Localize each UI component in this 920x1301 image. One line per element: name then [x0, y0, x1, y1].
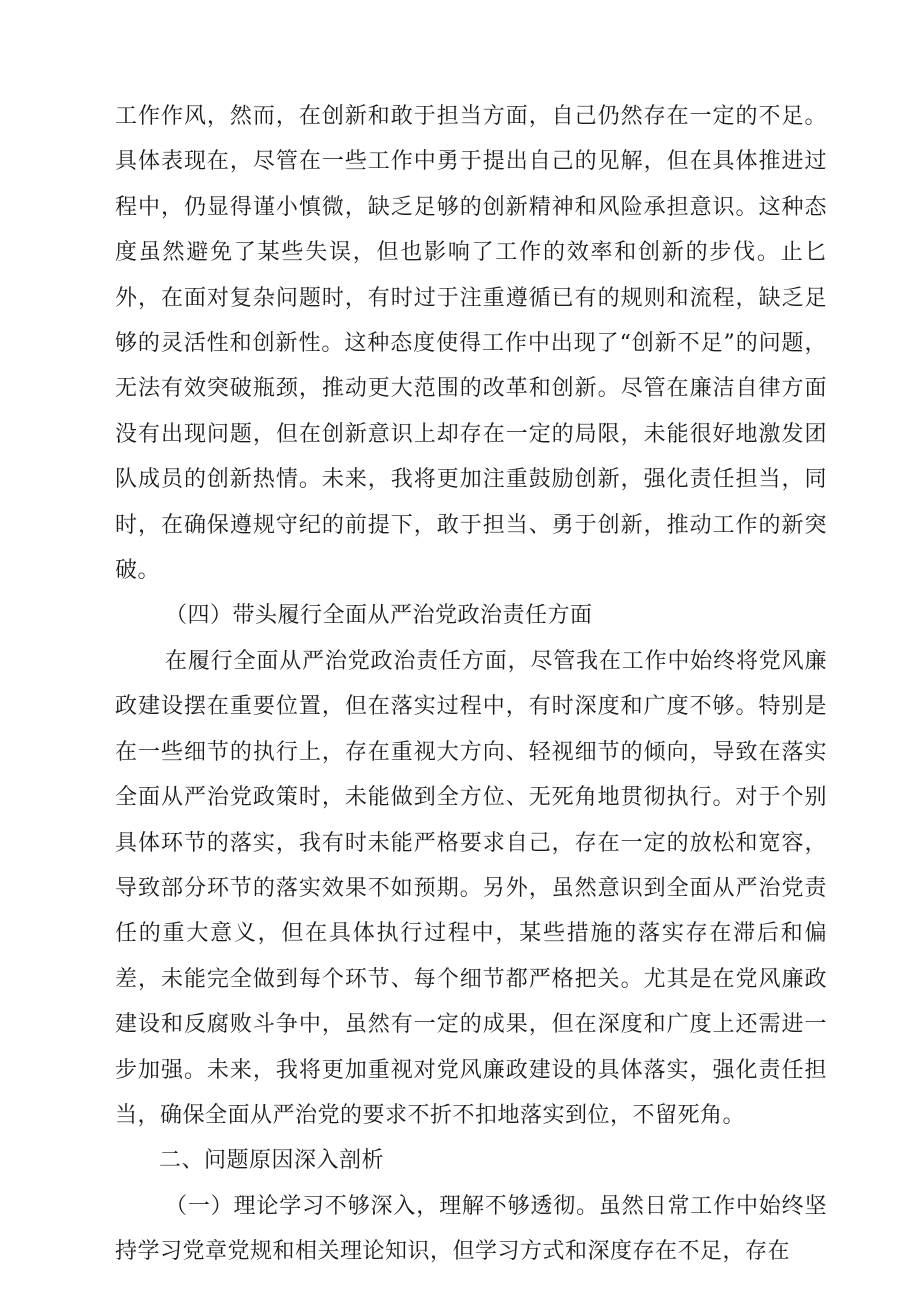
document-body — [115, 94, 827, 1275]
paragraph-theory-study: （一）理论学习不够深入，理解不够透彻。虽然日常工作中始终坚持学习党章党规和相关理论知识，但学习方式和深度存在不足，存在 — [115, 1193, 827, 1265]
section-two-heading: 二、问题原因深入剖析 — [159, 1148, 385, 1174]
paragraph-continued: 工作作风，然而，在创新和敢于担当方面，自己仍然存在一定的不足。具体表现在，尽管在一些工作中勇于提出自己的见解，但在具体推进过程中，仍显得谨小慎微，缺乏足够的创新精神和风险承担意识。这种态度虽然避免了某些失误，但也影响了工作的效率和创新的步伐。止匕外，在面对复杂问题时，有时过于注重遵循已有的规则和流程，缺乏足够的灵活性和创新性。这种态度使得工作中出现了“创新不足”的问题，无法有效突破瓶颈，推动更大范围的改革和创新。尽管在廉洁自律方面没有出现问题，但在创新意识上却存在一定的局限，未能很好地激发团队成员的创新热情。未来，我将更加注重鼓励创新，强化责任担当，同时，在确保遵规守纪的前提下，敢于担当、勇于创新，推动工作的新突破。 — [115, 104, 827, 584]
paragraph-party-responsibility: 在履行全面从严治党政治责任方面，尽管我在工作中始终将党风廉政建设摆在重要位置，但在落实过程中，有时深度和广度不够。特别是在一些细节的执行上，存在重视大方向、轻视细节的倾向，导致在落实全面从严治党政策时，未能做到全方位、无死角地贯彻执行。对于个别具体环节的落实，我有时未能严格要求自己，存在一定的放松和宽容，导致部分环节的落实效果不如预期。另外，虽然意识到全面从严治党责任的重大意义，但在具体执行过程中，某些措施的落实存在滞后和偏差，未能完全做到每个环节、每个细节都严格把关。尤其是在党风廉政建设和反腐败斗争中，虽然有一定的成果，但在深度和广度上还需进一步加强。未来，我将更加重视对党风廉政建设的具体落实，强化责任担当，确保全面从严治党的要求不折不扣地落实到位，不留死角。 — [115, 648, 827, 1128]
subheading-four: （四）带头履行全面从严治党政治责任方面 — [165, 603, 593, 629]
